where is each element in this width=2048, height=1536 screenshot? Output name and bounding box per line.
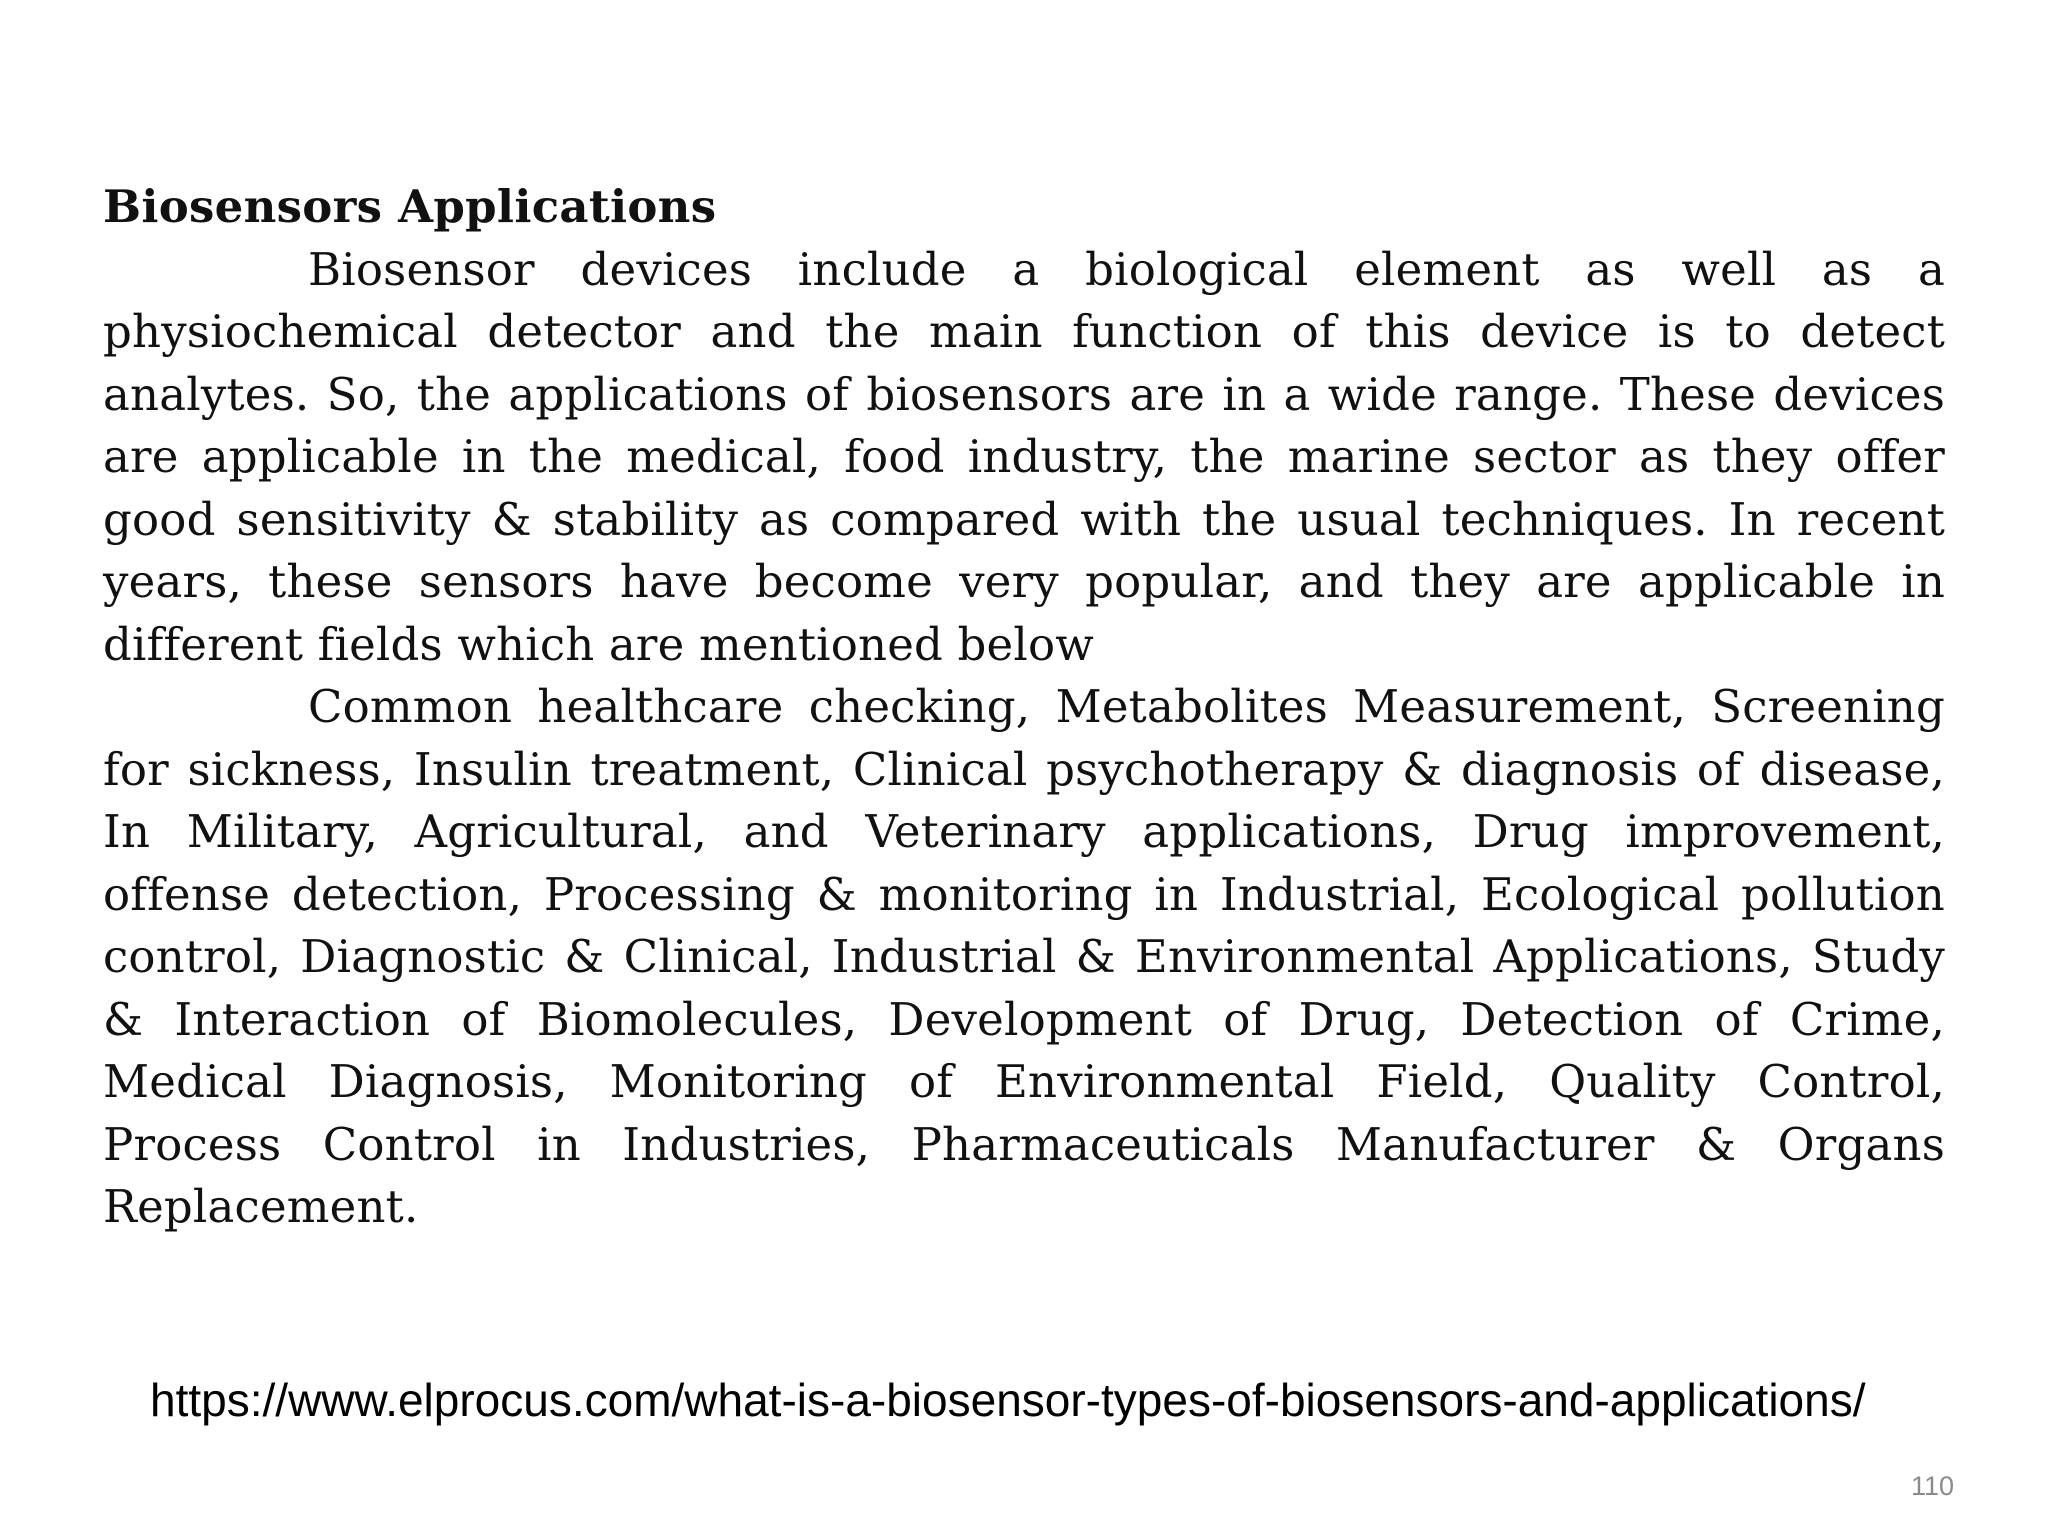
paragraph-intro: Biosensor devices include a biological element as well as a physiochemical detector and the main function of this device is to detect analytes. So, the applications of biosensors are in a wide range. These devices are applicable in the medical, food industry, the marine sector as they offer good sensitivity & stability as compared with the usual techniques. In recent years, these sensors have become very popular, and they are applicable in different fields which are mentioned below bbox=[103, 242, 1945, 671]
paragraph-applications-list: Common healthcare checking, Metabolites Measurement, Screening for sickness, Insulin treatment, Clinical psychotherapy & diagnosis of disease, In Military, Agricultural, and Veterinary applications, Drug improvement, offense detection, Processing & monitoring in Industrial, Ecological pollution control, Diagnostic & Clinical, Industrial & Environmental Applications, Study & Interaction of Biomolecules, Development of Drug, Detection of Crime, Medical Diagnosis, Monitoring of Environmental Field, Quality Control, Process Control in Industries, Pharmaceuticals Manufacturer & Organs Replacement. bbox=[103, 680, 1945, 1233]
source-link[interactable]: https://www.elprocus.com/what-is-a-biosensor-types-of-biosensors-and-applications/ bbox=[150, 1374, 1866, 1426]
main-content bbox=[103, 176, 1945, 1239]
page-number: 110 bbox=[1910, 1471, 1954, 1501]
section-heading: Biosensors Applications bbox=[103, 180, 717, 233]
